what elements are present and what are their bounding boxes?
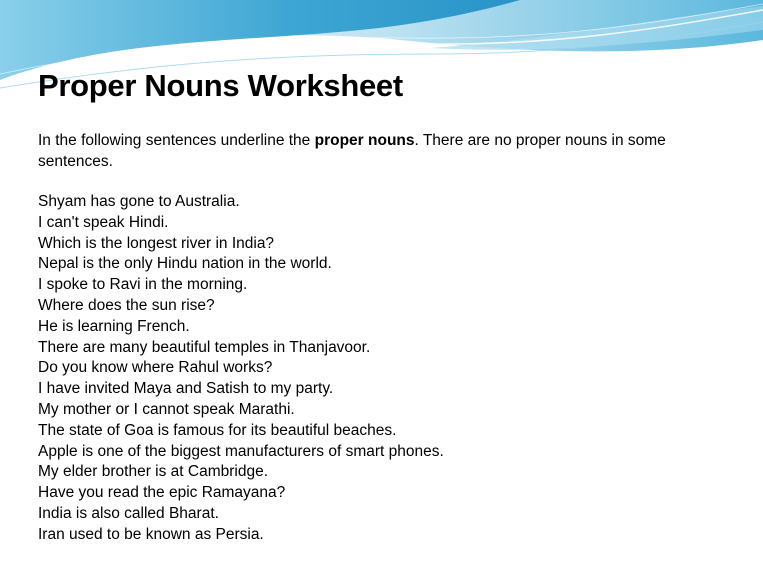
instructions-after: . There are no proper nouns in some sentences. bbox=[38, 132, 666, 170]
sentence-item: I can't speak Hindi. bbox=[38, 213, 169, 231]
instructions-emphasis: proper nouns bbox=[314, 132, 415, 149]
sentence-item: Which is the longest river in India? bbox=[38, 234, 275, 252]
sentence-item: I have invited Maya and Satish to my party. bbox=[38, 380, 334, 398]
sentence-item: Shyam has gone to Australia. bbox=[38, 193, 240, 210]
instructions-text bbox=[38, 130, 728, 172]
sentence-item: I spoke to Ravi in the morning. bbox=[38, 276, 248, 294]
sentence-item: Apple is one of the biggest manufacturers of smart phones. bbox=[38, 442, 444, 460]
sentence-item: My elder brother is at Cambridge. bbox=[38, 463, 269, 481]
sentence-item: The state of Goa is famous for its beautiful beaches. bbox=[38, 421, 397, 439]
sentence-item: Nepal is the only Hindu nation in the world. bbox=[38, 255, 332, 273]
sentence-item: Where does the sun rise? bbox=[38, 296, 215, 314]
sentence-item: He is learning French. bbox=[38, 317, 190, 335]
sentence-item: Do you know where Rahul works? bbox=[38, 359, 273, 377]
sentence-item: Have you read the epic Ramayana? bbox=[38, 484, 286, 502]
sentence-list bbox=[38, 192, 444, 546]
sentence-item: My mother or I cannot speak Marathi. bbox=[38, 400, 295, 418]
page-title: Proper Nouns Worksheet bbox=[38, 68, 403, 103]
sentence-item: There are many beautiful temples in Thanjavoor. bbox=[38, 338, 371, 356]
sentence-item: Iran used to be known as Persia. bbox=[38, 525, 264, 543]
sentence-item: India is also called Bharat. bbox=[38, 504, 219, 522]
instructions-before: In the following sentences underline the bbox=[38, 132, 315, 149]
